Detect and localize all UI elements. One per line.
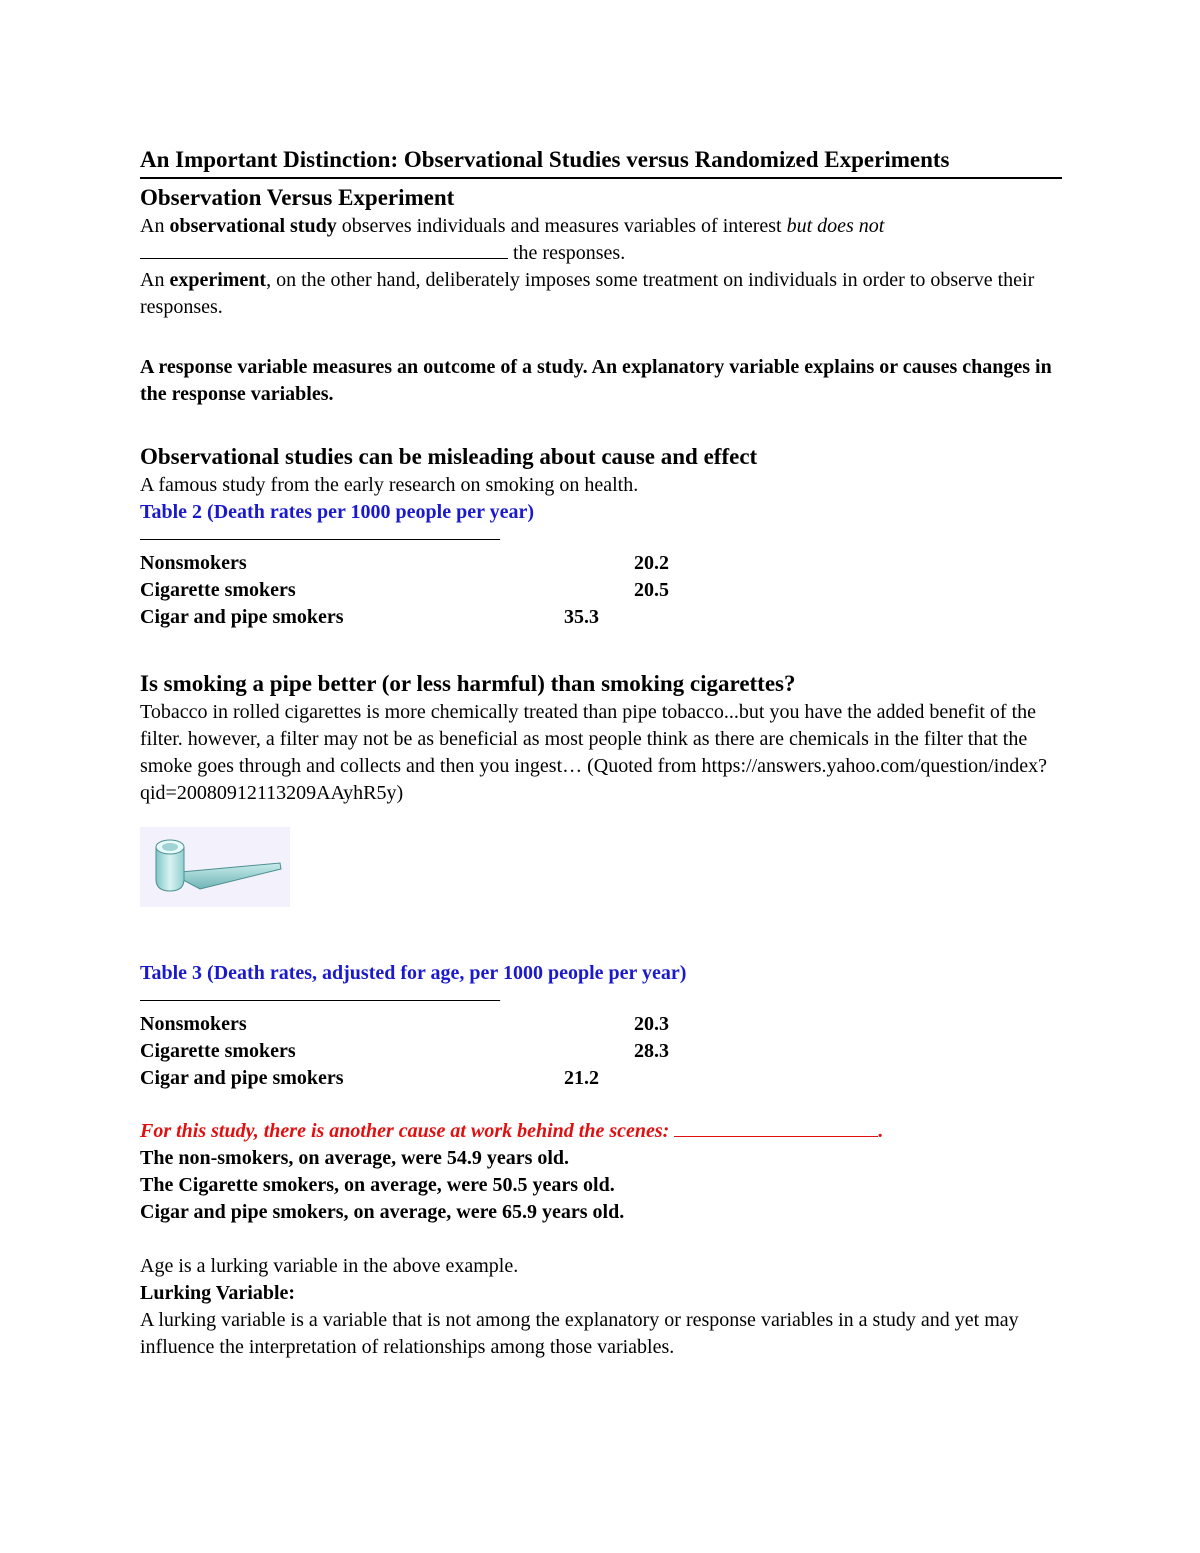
text-fragment: , on the other hand, deliberately imposes some treatment on individuals in order to observe their responses. — [140, 269, 1035, 318]
table-row — [140, 1038, 1062, 1065]
table-row — [140, 604, 1062, 631]
text-fragment: An — [140, 269, 170, 291]
table3 — [140, 1011, 1062, 1092]
table2-title: Table 2 (Death rates per 1000 people per year) — [140, 501, 535, 523]
row-label: Nonsmokers — [140, 1013, 247, 1035]
row-value: 20.2 — [634, 552, 669, 574]
hidden-cause-prompt — [140, 1118, 1062, 1145]
text-fragment: An — [140, 215, 170, 237]
row-value: 35.3 — [564, 606, 599, 628]
section-heading-misleading-studies: Observational studies can be misleading about cause and effect — [140, 444, 758, 469]
average-age-line: Cigar and pipe smokers, on average, were 65.9 years old. — [140, 1201, 625, 1223]
row-label: Nonsmokers — [140, 552, 247, 574]
section-heading-pipe-question: Is smoking a pipe better (or less harmful) than smoking cigarettes? — [140, 671, 796, 696]
table3-title: Table 3 (Death rates, adjusted for age, per 1000 people per year) — [140, 962, 687, 984]
study-intro: A famous study from the early research on smoking on health. — [140, 474, 639, 496]
table3-rule: —————————————————— — [140, 988, 500, 1010]
row-value: 20.5 — [634, 579, 669, 601]
experiment-definition — [140, 267, 1062, 321]
row-value: 28.3 — [634, 1040, 669, 1062]
row-value: 20.3 — [634, 1013, 669, 1035]
lurking-heading: Lurking Variable: — [140, 1282, 296, 1304]
table-row — [140, 577, 1062, 604]
table-row — [140, 1065, 1062, 1092]
text-fragment: the responses. — [508, 242, 626, 264]
table-row — [140, 1011, 1062, 1038]
document-title: An Important Distinction: Observational Studies versus Randomized Experiments — [140, 144, 1062, 179]
emphasis-but-does-not: but does not — [786, 215, 885, 237]
response-explanatory-definition: A response variable measures an outcome of a study. An explanatory variable explains or causes changes in the response variables. — [140, 356, 1052, 405]
row-label: Cigarette smokers — [140, 579, 296, 601]
lurking-example: Age is a lurking variable in the above example. — [140, 1255, 519, 1277]
average-age-line: The non-smokers, on average, were 54.9 years old. — [140, 1147, 570, 1169]
table2-rule: —————————————————— — [140, 527, 500, 549]
row-value: 21.2 — [564, 1067, 599, 1089]
section-heading-observation-vs-experiment: Observation Versus Experiment — [140, 185, 455, 210]
text-fragment: For this study, there is another cause at work behind the scenes: — [140, 1120, 675, 1142]
lurking-definition: A lurking variable is a variable that is not among the explanatory or response variables in a study and yet may influence the interpretation of relationships among those variables. — [140, 1309, 1019, 1358]
table-row — [140, 550, 1062, 577]
document-page — [140, 144, 1062, 1361]
average-age-line: The Cigarette smokers, on average, were 50.5 years old. — [140, 1174, 615, 1196]
row-label: Cigar and pipe smokers — [140, 606, 344, 628]
pipe-quote: Tobacco in rolled cigarettes is more chemically treated than pipe tobacco...but you have the added benefit of the filter. however, a filter may not be as beneficial as most people think as there are chemicals in the filter that the smoke goes through and collects and then you ingest… (Quoted from https://answers.yahoo.com/question/index?qid=20080912113209AAyhR5y) — [140, 701, 1048, 804]
text-fragment: . — [878, 1120, 884, 1142]
fill-in-blank-1[interactable] — [140, 240, 508, 259]
row-label: Cigarette smokers — [140, 1040, 296, 1062]
term-observational-study: observational study — [169, 215, 337, 237]
pipe-image — [140, 827, 290, 907]
text-fragment: observes individuals and measures variables of interest — [336, 215, 787, 237]
table2 — [140, 550, 1062, 631]
term-experiment: experiment — [169, 269, 267, 291]
fill-in-blank-2[interactable] — [674, 1118, 878, 1137]
tobacco-pipe-icon — [140, 827, 290, 907]
row-label: Cigar and pipe smokers — [140, 1067, 344, 1089]
observational-study-definition — [140, 213, 1062, 267]
